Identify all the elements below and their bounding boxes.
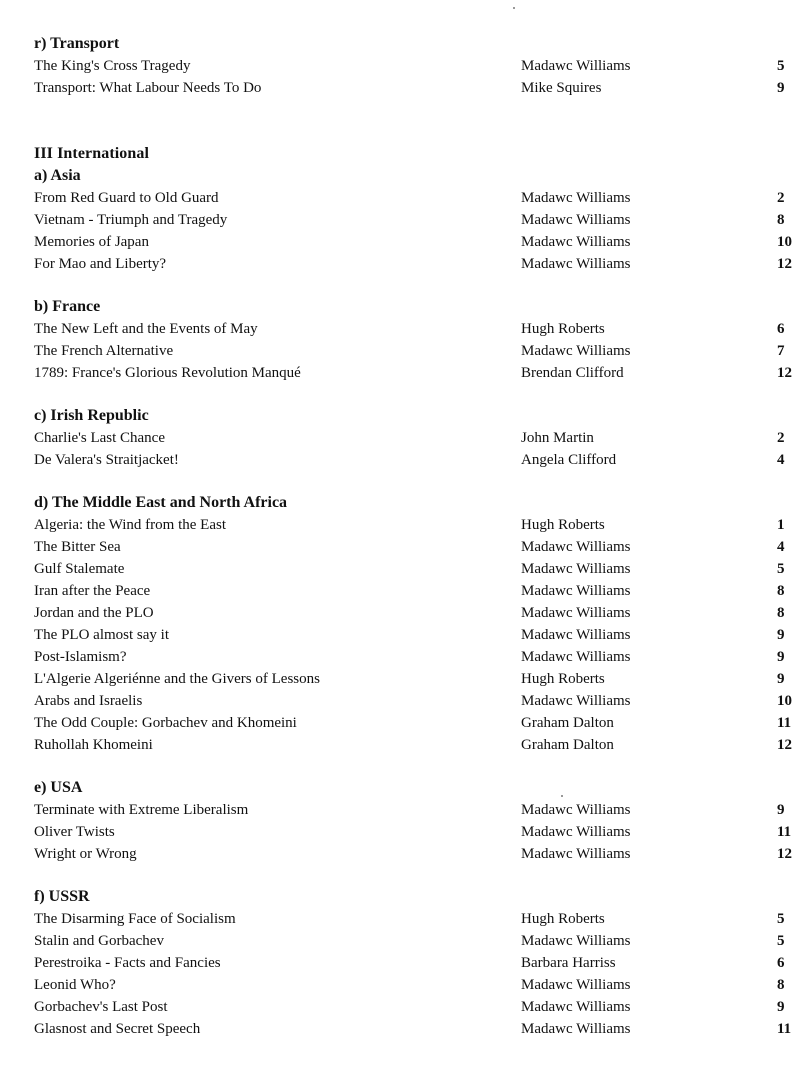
index-entry-row — [34, 690, 804, 712]
article-title: Stalin and Gorbachev — [34, 933, 164, 949]
article-title: The Odd Couple: Gorbachev and Khomeini — [34, 715, 297, 731]
article-title: Leonid Who? — [34, 977, 116, 993]
section-heading: III International — [34, 145, 150, 162]
index-entry-row — [34, 799, 804, 821]
section-gap — [34, 99, 804, 143]
issue-number: 9 — [777, 802, 785, 818]
article-author: Madawc Williams — [521, 561, 631, 577]
index-entry-row — [34, 821, 804, 843]
index-entry-row — [34, 624, 804, 646]
article-title: The Bitter Sea — [34, 539, 121, 555]
index-entry-row — [34, 55, 804, 77]
article-title: De Valera's Straitjacket! — [34, 452, 179, 468]
issue-number: 10 — [777, 693, 792, 709]
article-title: Transport: What Labour Needs To Do — [34, 80, 262, 96]
issue-number: 9 — [777, 649, 785, 665]
article-title: 1789: France's Glorious Revolution Manqué — [34, 365, 301, 381]
issue-number: 5 — [777, 561, 785, 577]
article-author: Madawc Williams — [521, 802, 631, 818]
article-title: Algeria: the Wind from the East — [34, 517, 226, 533]
index-entry-row — [34, 427, 804, 449]
article-title: Post-Islamism? — [34, 649, 127, 665]
article-title: Memories of Japan — [34, 234, 149, 250]
article-title: Terminate with Extreme Liberalism — [34, 802, 249, 818]
index-entry-row — [34, 646, 804, 668]
issue-number: 9 — [777, 671, 785, 687]
issue-number: 1 — [777, 517, 785, 533]
subsection-heading: f) USSR — [34, 888, 90, 905]
scan-speck — [513, 7, 515, 9]
issue-number: 8 — [777, 977, 785, 993]
index-entry-row — [34, 449, 804, 471]
article-author: Madawc Williams — [521, 256, 631, 272]
article-author: Madawc Williams — [521, 58, 631, 74]
issue-number: 2 — [777, 430, 785, 446]
issue-number: 8 — [777, 583, 785, 599]
subsection-heading: b) France — [34, 298, 101, 315]
article-title: Glasnost and Secret Speech — [34, 1021, 201, 1037]
article-title: Charlie's Last Chance — [34, 430, 165, 446]
article-author: Madawc Williams — [521, 212, 631, 228]
article-author: Barbara Harriss — [521, 955, 616, 971]
index-entry-row — [34, 514, 804, 536]
index-entry-row — [34, 930, 804, 952]
group-gap — [34, 275, 804, 296]
index-entry-row — [34, 952, 804, 974]
index-entry-row — [34, 974, 804, 996]
article-author: Graham Dalton — [521, 715, 614, 731]
article-author: John Martin — [521, 430, 594, 446]
issue-number: 9 — [777, 80, 785, 96]
issue-number: 5 — [777, 911, 785, 927]
issue-number: 2 — [777, 190, 785, 206]
article-title: From Red Guard to Old Guard — [34, 190, 219, 206]
article-title: Arabs and Israelis — [34, 693, 143, 709]
index-entry-row — [34, 558, 804, 580]
index-entry-row — [34, 77, 804, 99]
issue-number: 6 — [777, 321, 785, 337]
index-entry-row — [34, 734, 804, 756]
article-author: Madawc Williams — [521, 977, 631, 993]
article-author: Graham Dalton — [521, 737, 614, 753]
article-title: Gorbachev's Last Post — [34, 999, 168, 1015]
index-page — [34, 33, 804, 1040]
issue-number: 6 — [777, 955, 785, 971]
subsection-heading: c) Irish Republic — [34, 407, 149, 424]
article-title: Gulf Stalemate — [34, 561, 125, 577]
issue-number: 12 — [777, 256, 792, 272]
index-entry-row — [34, 187, 804, 209]
article-author: Madawc Williams — [521, 1021, 631, 1037]
index-entry-row — [34, 908, 804, 930]
article-title: Vietnam - Triumph and Tragedy — [34, 212, 228, 228]
index-entry-row — [34, 536, 804, 558]
index-entry-row — [34, 668, 804, 690]
article-author: Madawc Williams — [521, 343, 631, 359]
index-entry-row — [34, 253, 804, 275]
issue-number: 7 — [777, 343, 785, 359]
article-title: L'Algerie Algeriénne and the Givers of Lessons — [34, 671, 320, 687]
index-entry-row — [34, 362, 804, 384]
article-author: Brendan Clifford — [521, 365, 624, 381]
issue-number: 8 — [777, 212, 785, 228]
article-author: Angela Clifford — [521, 452, 617, 468]
index-entry-row — [34, 340, 804, 362]
article-title: Jordan and the PLO — [34, 605, 154, 621]
issue-number: 5 — [777, 933, 785, 949]
index-entry-row — [34, 712, 804, 734]
group-gap — [34, 756, 804, 777]
article-author: Madawc Williams — [521, 933, 631, 949]
index-entry-row — [34, 318, 804, 340]
article-author: Madawc Williams — [521, 190, 631, 206]
article-author: Madawc Williams — [521, 605, 631, 621]
article-title: For Mao and Liberty? — [34, 256, 167, 272]
article-author: Madawc Williams — [521, 846, 631, 862]
issue-number: 11 — [777, 715, 792, 731]
article-title: Perestroika - Facts and Fancies — [34, 955, 221, 971]
issue-number: 12 — [777, 846, 792, 862]
subsection-heading: r) Transport — [34, 35, 120, 52]
index-entry-row — [34, 996, 804, 1018]
article-author: Madawc Williams — [521, 583, 631, 599]
article-title: The French Alternative — [34, 343, 174, 359]
group-gap — [34, 384, 804, 405]
group-gap — [34, 865, 804, 886]
article-title: Ruhollah Khomeini — [34, 737, 153, 753]
issue-number: 10 — [777, 234, 792, 250]
article-author: Madawc Williams — [521, 999, 631, 1015]
issue-number: 9 — [777, 999, 785, 1015]
article-author: Madawc Williams — [521, 824, 631, 840]
article-title: The PLO almost say it — [34, 627, 169, 643]
article-author: Madawc Williams — [521, 627, 631, 643]
article-title: The King's Cross Tragedy — [34, 58, 191, 74]
article-title: Oliver Twists — [34, 824, 115, 840]
index-entry-row — [34, 1018, 804, 1040]
group-gap — [34, 471, 804, 492]
index-entry-row — [34, 843, 804, 865]
article-author: Hugh Roberts — [521, 911, 605, 927]
issue-number: 11 — [777, 824, 792, 840]
issue-number: 12 — [777, 365, 792, 381]
article-author: Hugh Roberts — [521, 517, 605, 533]
article-author: Madawc Williams — [521, 649, 631, 665]
issue-number: 12 — [777, 737, 792, 753]
subsection-heading: a) Asia — [34, 167, 81, 184]
issue-number: 4 — [777, 452, 785, 468]
article-author: Hugh Roberts — [521, 671, 605, 687]
article-title: Wright or Wrong — [34, 846, 137, 862]
index-entry-row — [34, 231, 804, 253]
index-entry-row — [34, 602, 804, 624]
article-title: The New Left and the Events of May — [34, 321, 258, 337]
issue-number: 4 — [777, 539, 785, 555]
issue-number: 9 — [777, 627, 785, 643]
issue-number: 11 — [777, 1021, 792, 1037]
article-title: Iran after the Peace — [34, 583, 151, 599]
article-title: The Disarming Face of Socialism — [34, 911, 236, 927]
article-author: Madawc Williams — [521, 539, 631, 555]
article-author: Madawc Williams — [521, 693, 631, 709]
subsection-heading: d) The Middle East and North Africa — [34, 494, 288, 511]
index-entry-row — [34, 580, 804, 602]
article-author: Hugh Roberts — [521, 321, 605, 337]
subsection-heading: e) USA — [34, 779, 83, 796]
index-entry-row — [34, 209, 804, 231]
issue-number: 5 — [777, 58, 785, 74]
issue-number: 8 — [777, 605, 785, 621]
article-author: Madawc Williams — [521, 234, 631, 250]
article-author: Mike Squires — [521, 80, 602, 96]
